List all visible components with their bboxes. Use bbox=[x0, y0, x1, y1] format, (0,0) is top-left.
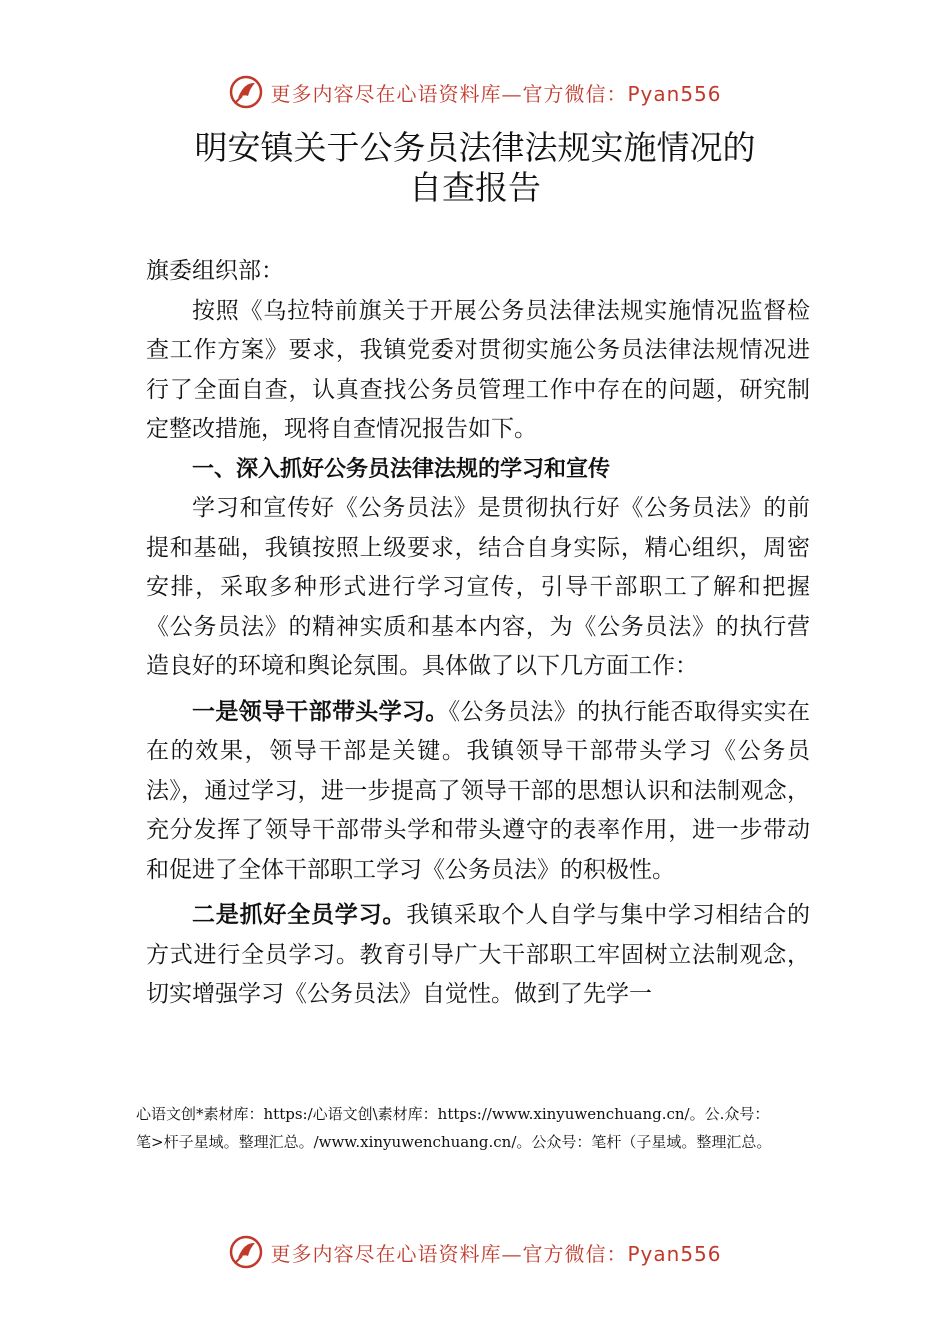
title-line-1: 明安镇关于公务员法律法规实施情况的 bbox=[194, 128, 756, 167]
source-footer bbox=[136, 1100, 856, 1156]
document-body bbox=[146, 252, 810, 1015]
header-banner bbox=[0, 72, 950, 112]
brand-logo-icon bbox=[228, 74, 264, 110]
intro-paragraph: 按照《乌拉特前旗关于开展公务员法律法规实施情况监督检查工作方案》要求，我镇党委对贯彻实施公务员法律法规情况进行了全面自查，认真查找公务员管理工作中存在的问题，研究制定整改措施，现将自查情况报告如下。 bbox=[146, 297, 810, 442]
salutation: 旗委组织部： bbox=[146, 258, 284, 284]
section-heading-1: 一、深入抓好公务员法律法规的学习和宣传 bbox=[192, 456, 611, 482]
paragraph-1: 学习和宣传好《公务员法》是贯彻执行好《公务员法》的前提和基础，我镇按照上级要求，结合自身实际，精心组织，周密安排，采取多种形式进行学习宣传，引导干部职工了解和把握《公务员法》的精神实质和基本内容，为《公务员法》的执行营造良好的环境和舆论氛围。具体做了以下几方面工作： bbox=[146, 495, 810, 679]
point-1-paragraph bbox=[146, 693, 810, 891]
point-1-lead: 一是领导干部带头学习。 bbox=[192, 698, 449, 725]
title-line-2: 自查报告 bbox=[409, 168, 541, 207]
banner-text: 更多内容尽在心语资料库—官方微信：Pyan556 bbox=[270, 81, 722, 106]
point-2-text: 我镇采取个人自学与集中学习相结合的方式进行全员学习。教育引导广大干部职工牢固树立法制观念，切实增强学习《公务员法》自觉性。做到了先学一 bbox=[146, 902, 811, 1007]
footer-banner bbox=[0, 1232, 950, 1272]
document-title bbox=[0, 128, 950, 208]
point-2-lead: 二是抓好全员学习。 bbox=[192, 902, 407, 928]
point-1-text: 《公务员法》的执行能否取得实实在在的效果，领导干部是关键。我镇领导干部带头学习《公务员法》，通过学习，进一步提高了领导干部的思想认识和法制观念，充分发挥了领导干部带头学和带头遵守的表率作用，进一步带动和促进了全体干部职工学习《公务员法》的积极性。 bbox=[146, 698, 811, 883]
point-2-paragraph bbox=[146, 896, 810, 1015]
brand-logo-icon bbox=[228, 1234, 264, 1270]
banner-text: 更多内容尽在心语资料库—官方微信：Pyan556 bbox=[270, 1241, 722, 1266]
footer-line-2: 笔>杆子星域。整理汇总。/www.xinyuwenchuang.cn/。公众号：笔杆（子星域。整理汇总。 bbox=[136, 1133, 772, 1151]
footer-line-1: 心语文创*素材库：https:/心语文创\素材库：https://www.xinyuwenchuang.cn/。公.众号： bbox=[136, 1105, 770, 1123]
